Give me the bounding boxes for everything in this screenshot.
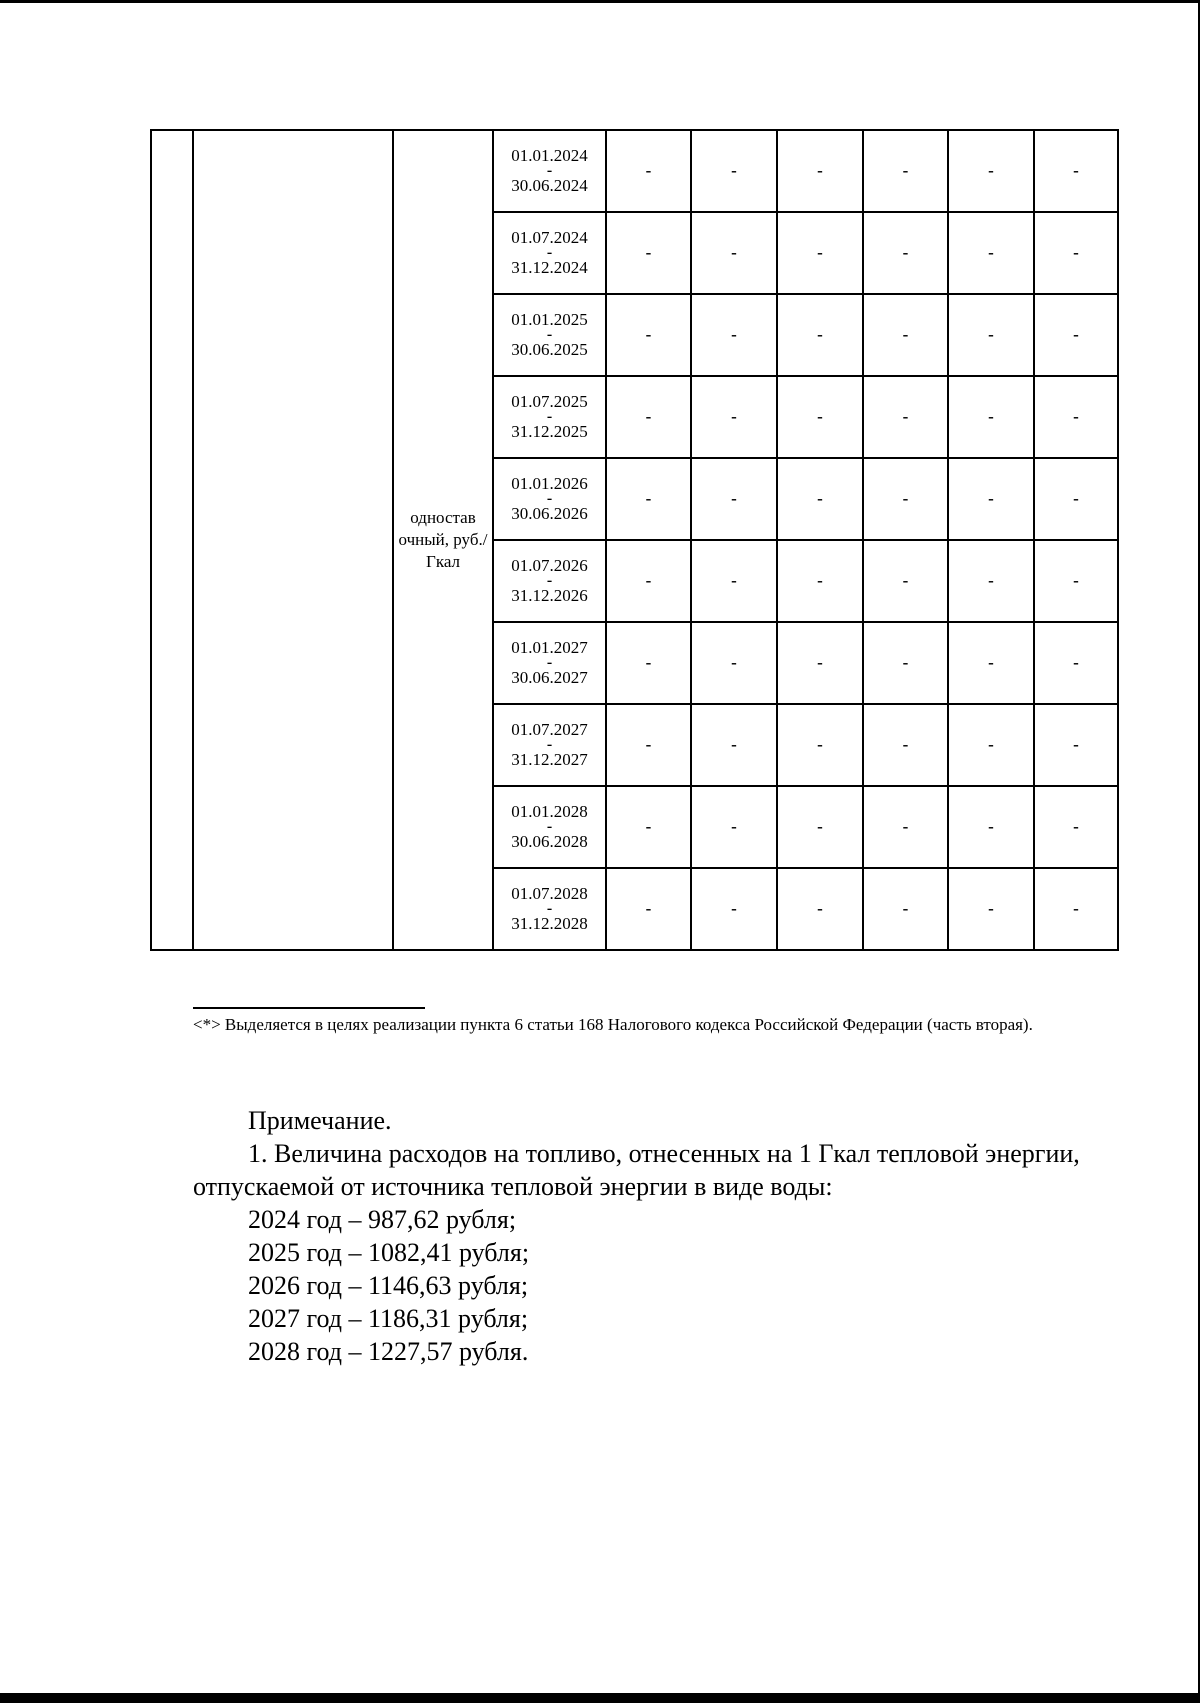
period-separator: - [546,326,553,343]
value-cell: - [777,130,863,212]
value-cell: - [863,622,948,704]
value-cell: - [863,704,948,786]
period-end: 31.12.2028 [511,914,588,933]
period-end: 31.12.2025 [511,422,588,441]
page-border-top [0,0,1200,3]
note-year-2026: 2026 год – 1146,63 рубля; [248,1271,529,1300]
value-cell: - [863,786,948,868]
value-cell: - [691,130,777,212]
value-cell: - [691,786,777,868]
note-year-2027: 2027 год – 1186,31 рубля; [248,1304,529,1333]
value-cell: - [948,376,1034,458]
period-separator: - [546,818,553,835]
value-cell: - [777,868,863,950]
value-cell: - [606,540,691,622]
period-cell [493,130,606,212]
value-cell: - [606,376,691,458]
period-start: 01.07.2025 [511,392,588,411]
period-separator: - [546,654,553,671]
footnote-rule [193,1007,425,1009]
value-cell: - [948,868,1034,950]
period-end: 30.06.2028 [511,832,588,851]
value-cell: - [948,294,1034,376]
tariff-unit-cell: одностав очный, руб./Гкал [393,130,493,950]
value-cell: - [691,294,777,376]
value-cell: - [948,458,1034,540]
period-start: 01.07.2027 [511,720,588,739]
period-cell [493,622,606,704]
period-cell [493,458,606,540]
value-cell: - [606,704,691,786]
note-year-2028: 2028 год – 1227,57 рубля. [248,1337,529,1366]
period-end: 30.06.2026 [511,504,588,523]
period-start: 01.01.2024 [511,146,588,165]
value-cell: - [863,540,948,622]
value-cell: - [863,376,948,458]
value-cell: - [606,786,691,868]
value-cell: - [948,212,1034,294]
page-border-bottom [0,1693,1200,1703]
value-cell: - [863,130,948,212]
value-cell: - [777,704,863,786]
footnote: <*> Выделяется в целях реализации пункта 6 статьи 168 Налогового кодекса Российской Федерации (часть вторая). [193,1015,1033,1034]
value-cell: - [948,130,1034,212]
value-cell: - [606,868,691,950]
value-cell: - [1034,704,1118,786]
value-cell: - [863,458,948,540]
value-cell: - [863,868,948,950]
value-cell: - [1034,786,1118,868]
note-year-2025: 2025 год – 1082,41 рубля; [248,1238,530,1267]
value-cell: - [606,458,691,540]
period-cell [493,294,606,376]
value-cell: - [948,540,1034,622]
period-start: 01.01.2027 [511,638,588,657]
note-item-1-line-1: 1. Величина расходов на топливо, отнесенных на 1 Гкал тепловой энергии, [248,1139,1080,1168]
value-cell: - [691,212,777,294]
period-start: 01.01.2025 [511,310,588,329]
value-cell: - [777,786,863,868]
period-cell [493,212,606,294]
period-separator: - [546,244,553,261]
note-section [193,1104,1138,1368]
period-start: 01.01.2026 [511,474,588,493]
value-cell: - [777,376,863,458]
value-cell: - [1034,622,1118,704]
value-cell: - [777,540,863,622]
period-start: 01.07.2026 [511,556,588,575]
period-start: 01.07.2028 [511,884,588,903]
period-end: 30.06.2025 [511,340,588,359]
period-separator: - [546,162,553,179]
value-cell: - [1034,868,1118,950]
value-cell: - [691,376,777,458]
value-cell: - [777,212,863,294]
period-separator: - [546,572,553,589]
value-cell: - [1034,540,1118,622]
value-cell: - [691,540,777,622]
value-cell: - [606,294,691,376]
value-cell: - [777,294,863,376]
period-cell [493,868,606,950]
value-cell: - [777,622,863,704]
value-cell: - [606,622,691,704]
row-number-cell [151,130,193,950]
period-end: 31.12.2026 [511,586,588,605]
value-cell: - [1034,294,1118,376]
period-end: 30.06.2027 [511,668,588,687]
value-cell: - [691,458,777,540]
organization-cell [193,130,393,950]
period-separator: - [546,736,553,753]
note-item-1-line-2: отпускаемой от источника тепловой энергии в виде воды: [193,1172,833,1201]
period-separator: - [546,408,553,425]
table-row [151,130,1118,212]
value-cell: - [948,786,1034,868]
value-cell: - [1034,376,1118,458]
period-cell [493,786,606,868]
value-cell: - [863,294,948,376]
value-cell: - [1034,212,1118,294]
value-cell: - [1034,130,1118,212]
value-cell: - [606,130,691,212]
value-cell: - [691,622,777,704]
value-cell: - [691,868,777,950]
note-heading: Примечание. [248,1106,392,1135]
period-start: 01.07.2024 [511,228,588,247]
period-end: 31.12.2027 [511,750,588,769]
value-cell: - [863,212,948,294]
period-separator: - [546,490,553,507]
period-separator: - [546,900,553,917]
value-cell: - [1034,458,1118,540]
period-end: 30.06.2024 [511,176,588,195]
period-start: 01.01.2028 [511,802,588,821]
value-cell: - [777,458,863,540]
period-cell [493,704,606,786]
value-cell: - [948,622,1034,704]
period-end: 31.12.2024 [511,258,588,277]
note-year-2024: 2024 год – 987,62 рубля; [248,1205,517,1234]
value-cell: - [606,212,691,294]
period-cell [493,540,606,622]
value-cell: - [948,704,1034,786]
period-cell [493,376,606,458]
tariff-table [150,129,1119,951]
value-cell: - [691,704,777,786]
